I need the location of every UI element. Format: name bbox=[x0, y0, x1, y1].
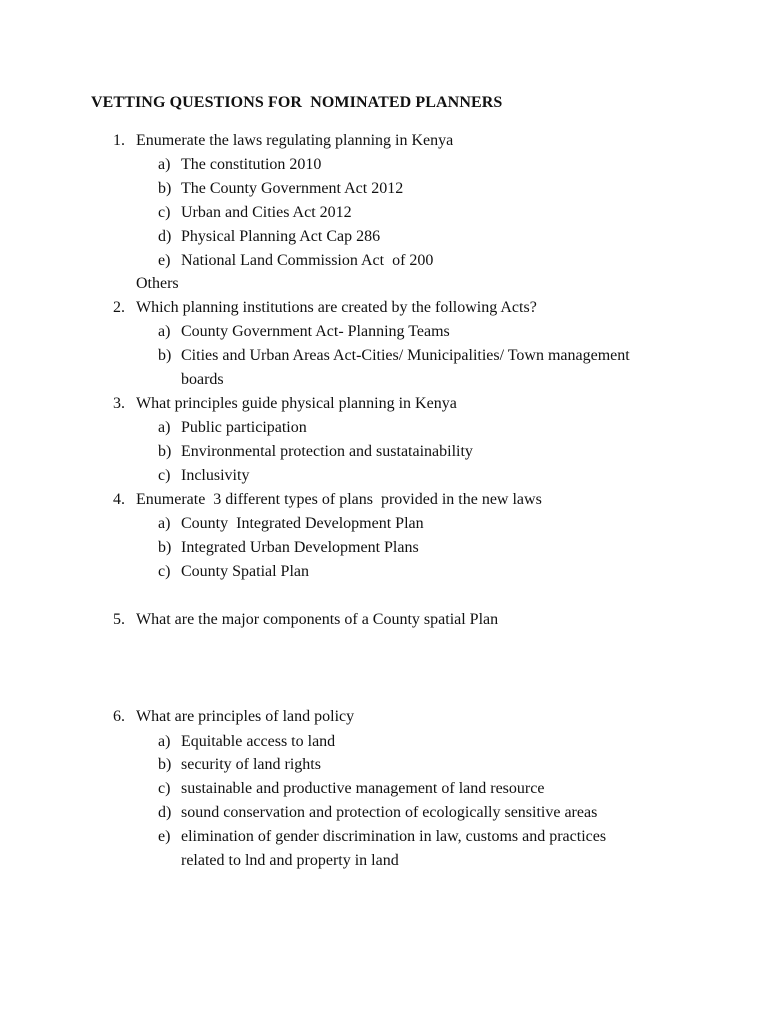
answer-text: Urban and Cities Act 2012 bbox=[181, 204, 352, 221]
question-number: 1. bbox=[113, 132, 125, 149]
answer-text: Inclusivity bbox=[181, 467, 250, 484]
question-text: What are the major components of a County spatial Plan bbox=[136, 611, 499, 628]
answer-text: sustainable and productive management of land resource bbox=[181, 780, 545, 797]
answer-letter: b) bbox=[158, 756, 172, 773]
answer-text: Physical Planning Act Cap 286 bbox=[181, 228, 381, 245]
question-5 bbox=[113, 610, 499, 690]
question-text: Enumerate 3 different types of plans provided in the new laws bbox=[136, 491, 542, 508]
answer-letter: a) bbox=[158, 323, 171, 340]
answer-text: County Government Act- Planning Teams bbox=[181, 323, 450, 340]
answer-text: Environmental protection and sustatainability bbox=[181, 443, 473, 460]
answer-letter: a) bbox=[158, 419, 171, 436]
answer-letter: c) bbox=[158, 204, 171, 221]
answer-text: elimination of gender discrimination in law, customs and practices bbox=[181, 828, 607, 845]
answer-letter: a) bbox=[158, 515, 171, 532]
answer-letter: d) bbox=[158, 228, 172, 245]
answer-letter: b) bbox=[158, 180, 172, 197]
answer-text: The constitution 2010 bbox=[181, 156, 322, 173]
answer-letter: e) bbox=[158, 252, 171, 269]
answer-text: Integrated Urban Development Plans bbox=[181, 539, 419, 556]
answer-text: sound conservation and protection of ecologically sensitive areas bbox=[181, 804, 598, 821]
answer-text: Equitable access to land bbox=[181, 733, 336, 750]
question-number: 6. bbox=[113, 708, 125, 725]
answer-letter: b) bbox=[158, 347, 172, 364]
answer-text: Cities and Urban Areas Act-Cities/ Municipalities/ Town management bbox=[181, 347, 630, 364]
answer-text: County Spatial Plan bbox=[181, 563, 309, 580]
question-text: Which planning institutions are created by the following Acts? bbox=[136, 299, 537, 316]
answer-text: County Integrated Development Plan bbox=[181, 515, 424, 532]
answer-letter: c) bbox=[158, 563, 171, 580]
others-note: Others bbox=[136, 275, 179, 292]
answer-text: Public participation bbox=[181, 419, 307, 436]
answer-letter: c) bbox=[158, 467, 171, 484]
answer-text: National Land Commission Act of 200 bbox=[181, 252, 434, 269]
answer-text: The County Government Act 2012 bbox=[181, 180, 404, 197]
answer-text: security of land rights bbox=[181, 756, 321, 773]
answer-letter: b) bbox=[158, 443, 172, 460]
answer-letter: a) bbox=[158, 156, 171, 173]
question-number: 2. bbox=[113, 299, 125, 316]
question-number: 4. bbox=[113, 491, 125, 508]
question-text: Enumerate the laws regulating planning in Kenya bbox=[136, 132, 454, 149]
question-text: What principles guide physical planning in Kenya bbox=[136, 395, 457, 412]
question-number: 5. bbox=[113, 611, 125, 628]
answer-letter: e) bbox=[158, 828, 171, 845]
answer-letter: c) bbox=[158, 780, 171, 797]
answer-letter: a) bbox=[158, 733, 171, 750]
answer-continuation: related to lnd and property in land bbox=[181, 852, 399, 869]
answer-letter: b) bbox=[158, 539, 172, 556]
answer-continuation: boards bbox=[181, 371, 224, 388]
answer-letter: d) bbox=[158, 804, 172, 821]
question-text: What are principles of land policy bbox=[136, 708, 355, 725]
answer-item bbox=[158, 562, 309, 642]
document-title: VETTING QUESTIONS FOR NOMINATED PLANNERS bbox=[91, 94, 503, 111]
question-number: 3. bbox=[113, 395, 125, 412]
